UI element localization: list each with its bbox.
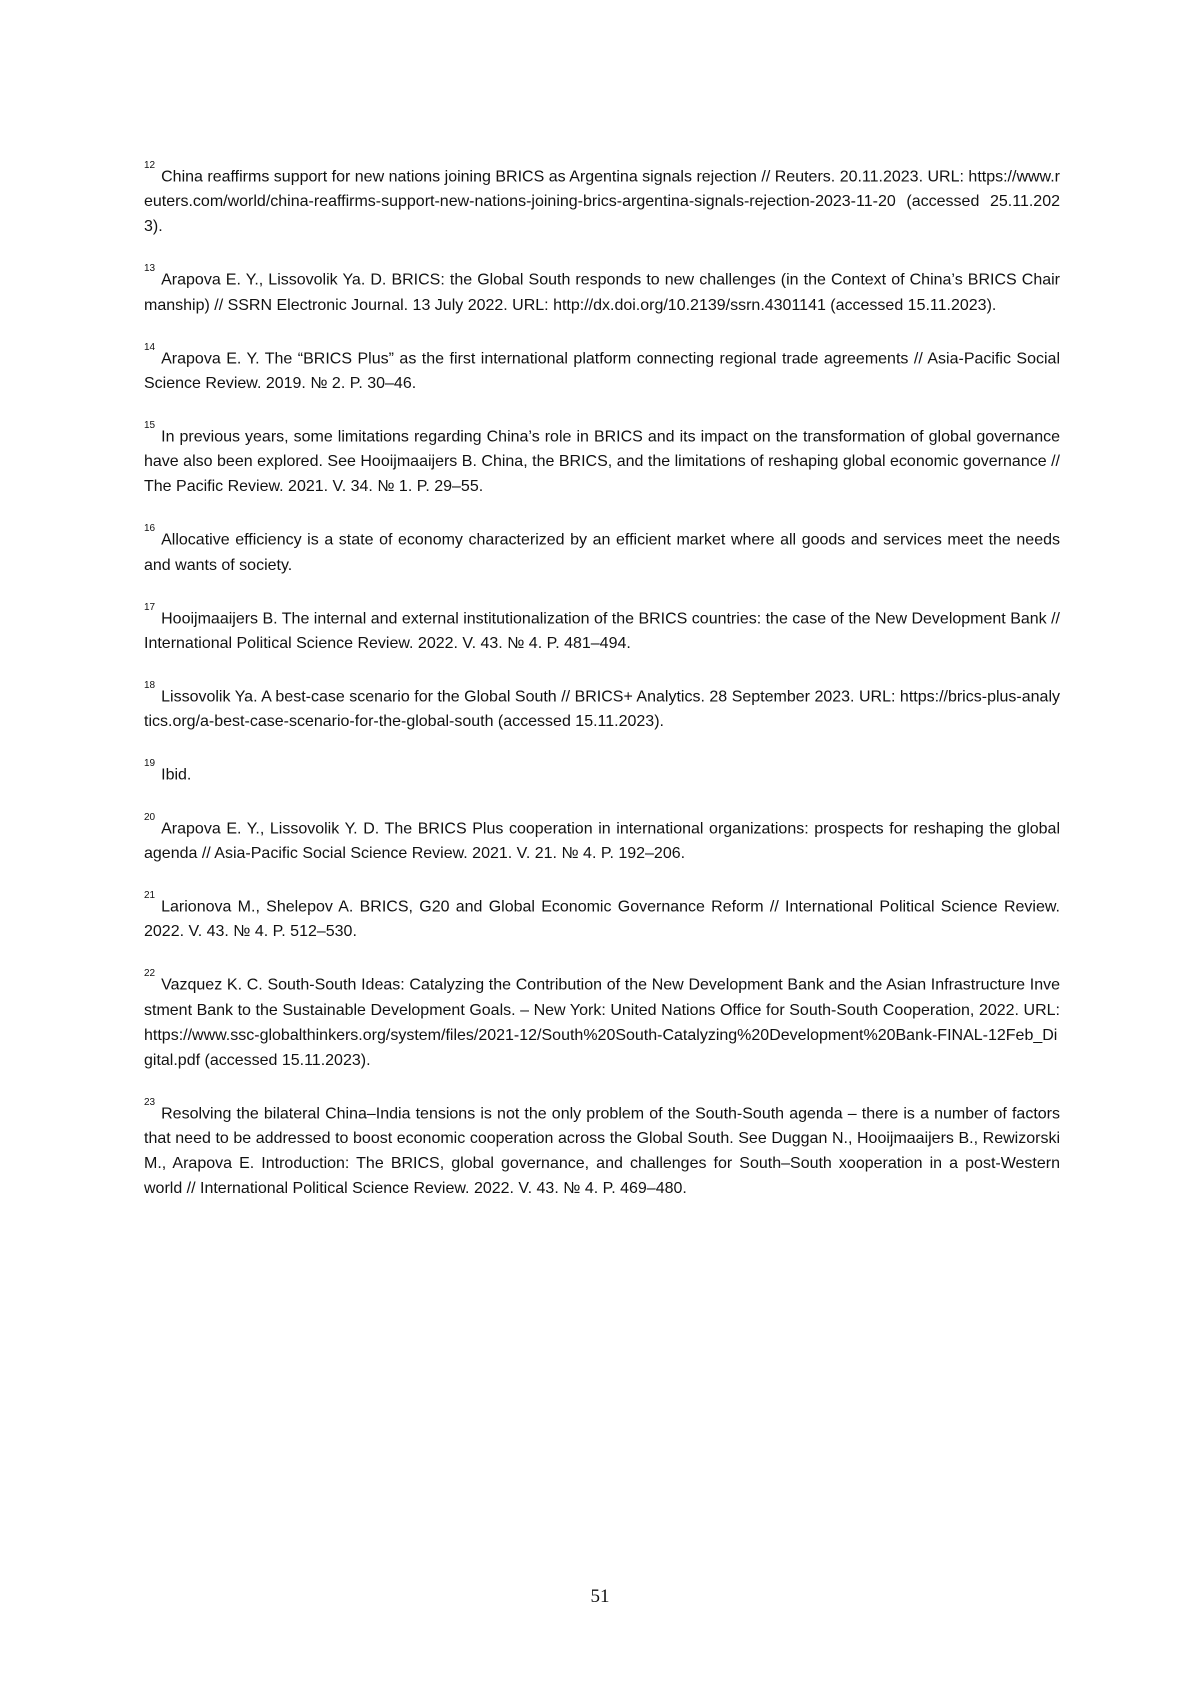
footnotes-list bbox=[144, 160, 1060, 1225]
footnote-number: 12 bbox=[144, 160, 156, 171]
footnote-number: 16 bbox=[144, 523, 156, 535]
footnote-text: Arapova E. Y., Lissovolik Y. D. The BRICS Plus cooperation in international organizations: prospects for reshaping the global agenda // Asia-Pacific Social Science Review. 2021. V. 21. № 4. P. 192–206. bbox=[144, 819, 1060, 862]
footnote-text: Arapova E. Y. The “BRICS Plus” as the first international platform connecting regional trade agreements // Asia-Pacific Social Science Review. 2019. № 2. P. 30–46. bbox=[144, 349, 1060, 392]
footnote-number: 14 bbox=[144, 341, 156, 353]
footnote-number: 19 bbox=[144, 758, 156, 770]
footnote-17 bbox=[144, 602, 1060, 656]
footnote-text: Allocative efficiency is a state of economy characterized by an efficient market where all goods and services meet the needs and wants of society. bbox=[144, 531, 1060, 574]
footnote-text: Larionova M., Shelepov A. BRICS, G20 and Global Economic Governance Reform // International Political Science Review. 2022. V. 43. № 4. P. 512–530. bbox=[144, 898, 1060, 941]
footnote-14 bbox=[144, 342, 1060, 396]
footnote-22 bbox=[144, 968, 1060, 1072]
footnote-number: 20 bbox=[144, 811, 156, 823]
footnote-number: 21 bbox=[144, 889, 156, 901]
page-number: 51 bbox=[590, 1586, 610, 1607]
footnote-20 bbox=[144, 812, 1060, 866]
footnote-12 bbox=[144, 160, 1060, 239]
footnote-text: Hooijmaaijers B. The internal and external institutionalization of the BRICS countries: the case of the New Development Bank // International Political Science Review. 2022. V. 43. № 4. P. 481–494. bbox=[144, 609, 1060, 652]
footnote-number: 22 bbox=[144, 968, 156, 980]
footnote-16 bbox=[144, 523, 1060, 577]
footnote-23 bbox=[144, 1097, 1060, 1201]
footnote-number: 18 bbox=[144, 679, 156, 691]
footnote-13 bbox=[144, 263, 1060, 317]
footnote-number: 17 bbox=[144, 601, 156, 613]
footnote-number: 23 bbox=[144, 1096, 156, 1108]
footnote-15 bbox=[144, 420, 1060, 499]
footnote-19 bbox=[144, 758, 1060, 787]
footnote-18 bbox=[144, 680, 1060, 734]
footnote-21 bbox=[144, 890, 1060, 944]
footnote-text: China reaffirms support for new nations joining BRICS as Argentina signals rejection // Reuters. 20.11.2023. URL: https://www.reuters.com/world/china-reaffirms-support-new-nations-joining-brics-argentina-signals-rejection-2023-11-20 (accessed 25.11.2023). bbox=[144, 168, 1060, 236]
footnote-text: Arapova E. Y., Lissovolik Ya. D. BRICS: the Global South responds to new challenges (in the Context of China’s BRICS Chairmanship) // SSRN Electronic Journal. 13 July 2022. URL: http://dx.doi.org/10.2139/ssrn.4301141 (accessed 15.11.2023). bbox=[144, 271, 1060, 314]
footnote-text: Ibid. bbox=[161, 766, 192, 784]
footnote-number: 13 bbox=[144, 263, 156, 275]
footnote-text: Resolving the bilateral China–India tensions is not the only problem of the South-South agenda – there is a number of factors that need to be addressed to boost economic cooperation across the Global South. See Duggan N., Hooijmaaijers B., Rewizorski M., Arapova E. Introduction: The BRICS, global governance, and challenges for South–South xooperation in a post-Western world // International Political Science Review. 2022. V. 43. № 4. P. 469–480. bbox=[144, 1104, 1060, 1197]
footnote-number: 15 bbox=[144, 419, 156, 431]
footnote-text: Vazquez K. C. South-South Ideas: Catalyzing the Contribution of the New Development Bank and the Asian Infrastructure Investment Bank to the Sustainable Development Goals. – New York: United Nations Office for South-South Cooperation, 2022. URL: https://www.ssc-globalthinkers.org/system/files/2021-12/South%20South-Catalyzing%20Development%20Bank-FINAL-12Feb_Digital.pdf (accessed 15.11.2023). bbox=[144, 976, 1060, 1069]
footnote-text: In previous years, some limitations regarding China’s role in BRICS and its impact on the transformation of global governance have also been explored. See Hooijmaaijers B. China, the BRICS, and the limitations of reshaping global economic governance // The Pacific Review. 2021. V. 34. № 1. P. 29–55. bbox=[144, 428, 1060, 496]
footnote-text: Lissovolik Ya. A best-case scenario for the Global South // BRICS+ Analytics. 28 September 2023. URL: https://brics-plus-analytics.org/a-best-case-scenario-for-the-global-south (accessed 15.11.2023). bbox=[144, 688, 1060, 731]
